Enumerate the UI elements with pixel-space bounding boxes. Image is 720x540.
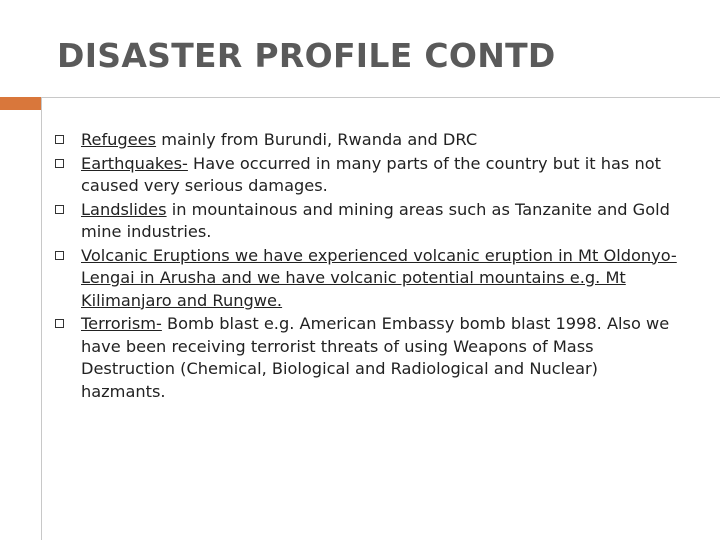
hollow-square-icon: [55, 159, 64, 168]
bullet-keyword: Landslides: [81, 199, 167, 219]
vertical-rule: [41, 97, 42, 540]
bullet-text: Have occurred in many parts of the country but it has not caused very serious damages.: [81, 153, 661, 195]
hollow-square-icon: [55, 205, 64, 214]
hollow-square-icon: [55, 319, 64, 328]
bullet-earthquakes: [55, 153, 685, 198]
horizontal-rule: [41, 97, 720, 98]
bullet-refugees: [55, 129, 685, 152]
bullet-text: Bomb blast e.g. American Embassy bomb blast 1998. Also we have been receiving terrorist threats of using Weapons of Mass Destruction (Chemical, Biological and Radiological and Nuclear) hazmants.: [81, 314, 670, 401]
hollow-square-icon: [55, 135, 64, 144]
bullet-text: mainly from Burundi, Rwanda and DRC: [156, 130, 478, 149]
accent-bar: [0, 97, 41, 110]
slide-title: DISASTER PROFILE CONTD: [57, 36, 556, 75]
bullet-keyword: Volcanic Eruptions we have experienced volcanic eruption in Mt Oldonyo-Lengai in Arusha and we have volcanic potential mountains e.g. Mt Kilimanjaro and Rungwe.: [81, 245, 677, 310]
hollow-square-icon: [55, 251, 64, 260]
bullet-keyword: Earthquakes-: [81, 153, 188, 173]
bullet-keyword: Terrorism-: [81, 314, 162, 333]
bullet-list: [55, 129, 685, 404]
bullet-landslides: [55, 199, 685, 244]
bullet-keyword: Refugees: [81, 130, 157, 149]
bullet-text: in mountainous and mining areas such as Tanzanite and Gold mine industries.: [81, 199, 670, 241]
bullet-terrorism: [55, 313, 685, 403]
bullet-volcanic-eruptions: [55, 245, 685, 313]
